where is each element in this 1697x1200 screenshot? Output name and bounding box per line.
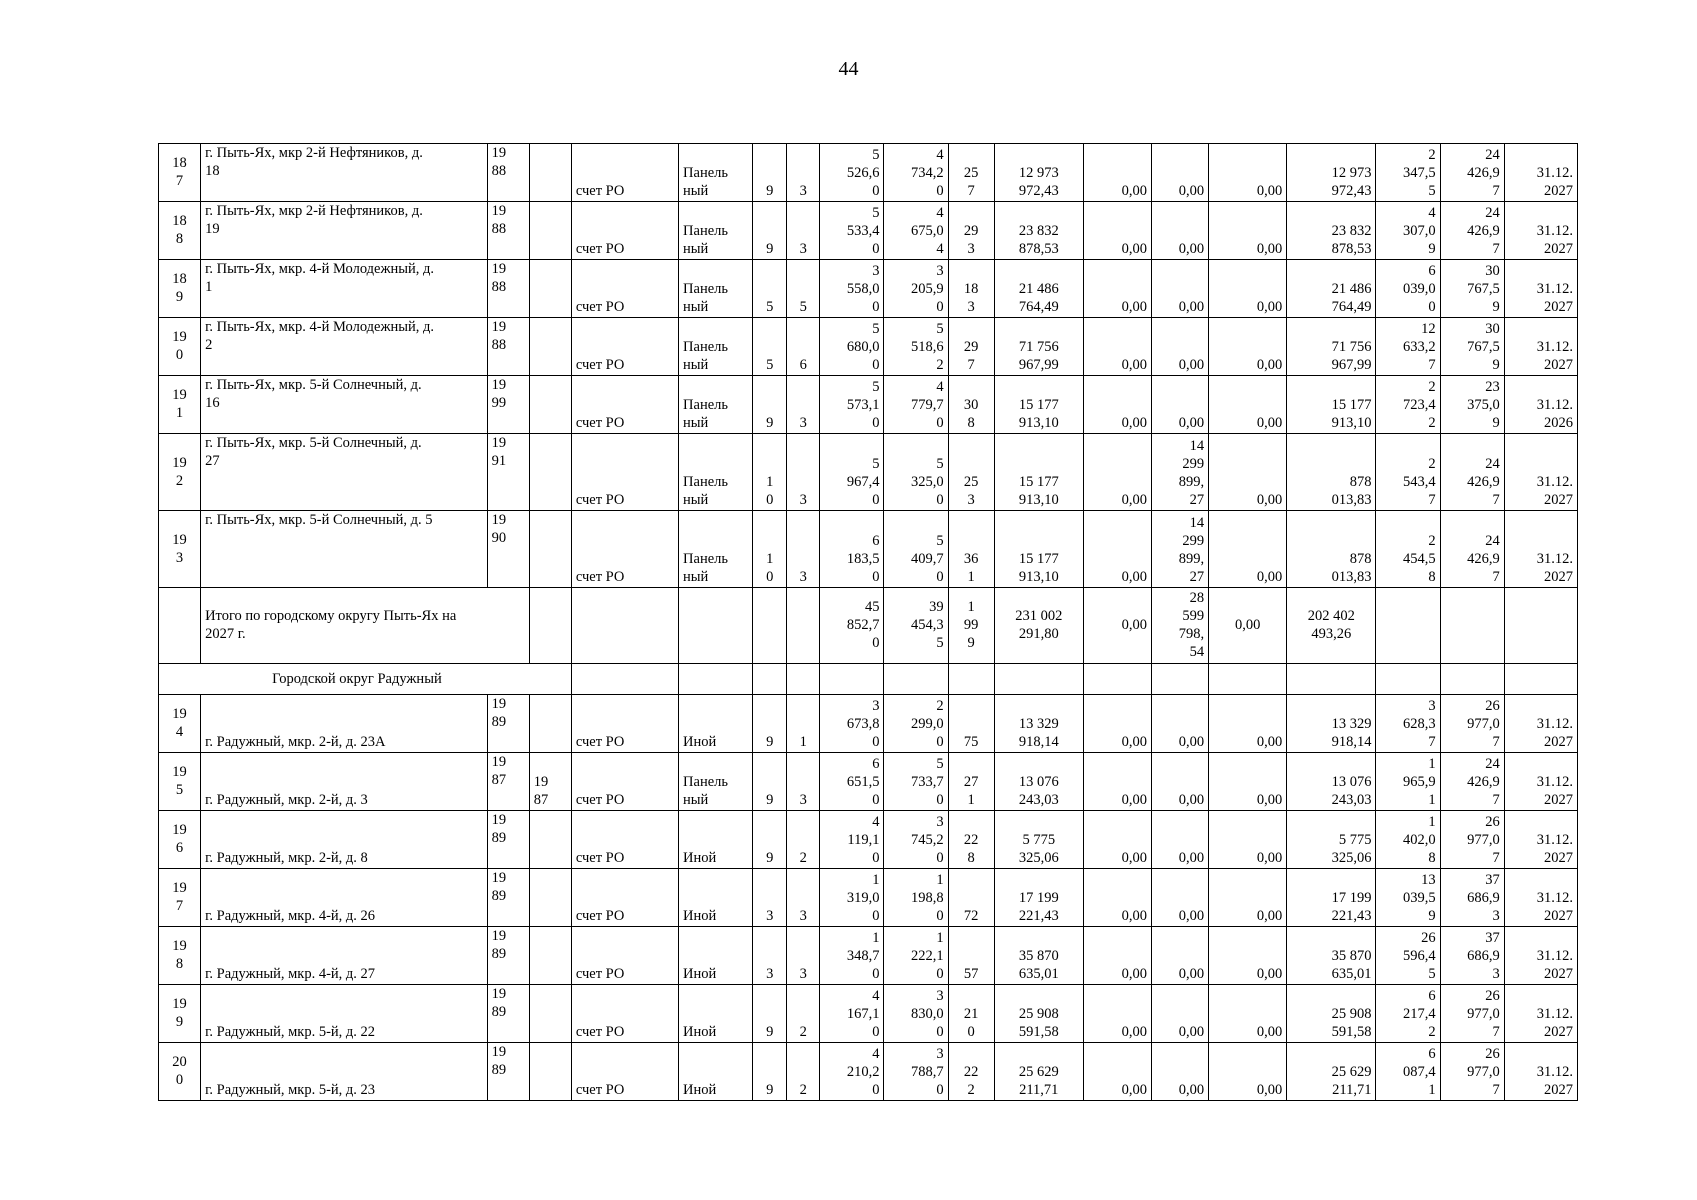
cell-wall-material: Иной xyxy=(679,1043,753,1101)
cell-living-area: 3 745,2 0 xyxy=(884,811,948,869)
cell-living-area: 4 675,0 4 xyxy=(884,202,948,260)
cell-total-cost: 15 177 913,10 xyxy=(994,511,1083,588)
cell-funding-source: счет РО xyxy=(571,1043,678,1101)
cell-address: г. Радужный, мкр. 2-й, д. 8 xyxy=(201,811,488,869)
cell-total-area: 5 526,6 0 xyxy=(820,144,884,202)
cell-floors: 1 0 xyxy=(753,511,787,588)
table-row xyxy=(159,376,1578,434)
cell-completion-date: 31.12. 2027 xyxy=(1504,202,1577,260)
total-cost: 231 002 291,80 xyxy=(994,588,1083,664)
cell-cost-owners: 13 329 918,14 xyxy=(1287,695,1376,753)
cell-cost-budget: 14 299 899, 27 xyxy=(1152,434,1209,511)
cell-cost-municipal: 0,00 xyxy=(1209,695,1287,753)
table-row xyxy=(159,695,1578,753)
cell-floors: 5 xyxy=(753,260,787,318)
cell-funding-source: счет РО xyxy=(571,376,678,434)
cell-total-cost: 15 177 913,10 xyxy=(994,376,1083,434)
cell-address: г. Пыть-Ях, мкр 2-й Нефтяников, д. 19 xyxy=(201,202,488,260)
cell-cost-fund: 0,00 xyxy=(1083,434,1151,511)
cell-completion-date: 31.12. 2027 xyxy=(1504,927,1577,985)
cell-residents: 25 3 xyxy=(948,434,994,511)
cell-cost-budget: 0,00 xyxy=(1152,985,1209,1043)
cell-entrances: 3 xyxy=(787,202,820,260)
cell-funding-source: счет РО xyxy=(571,753,678,811)
cell-cost-owners: 23 832 878,53 xyxy=(1287,202,1376,260)
cell-row-number: 19 1 xyxy=(159,376,201,434)
cell-completion-date: 31.12. 2027 xyxy=(1504,869,1577,927)
table-row xyxy=(159,1043,1578,1101)
cell-cost-municipal: 0,00 xyxy=(1209,511,1287,588)
cell-residents: 25 7 xyxy=(948,144,994,202)
cell-total-area: 6 183,5 0 xyxy=(820,511,884,588)
cell-cost-fund: 0,00 xyxy=(1083,695,1151,753)
cell-unit-cost: 2 347,5 5 xyxy=(1376,144,1440,202)
cell-year-built: 19 88 xyxy=(487,144,529,202)
cell-wall-material: Панель ный xyxy=(679,318,753,376)
cell-residents: 27 1 xyxy=(948,753,994,811)
cell-entrances: 2 xyxy=(787,811,820,869)
cell-wall-material: Иной xyxy=(679,695,753,753)
cell-total-area: 4 210,2 0 xyxy=(820,1043,884,1101)
cell-total-cost: 12 973 972,43 xyxy=(994,144,1083,202)
cell-completion-date: 31.12. 2027 xyxy=(1504,511,1577,588)
cell-cost-fund: 0,00 xyxy=(1083,260,1151,318)
total-c2: 28 599 798, 54 xyxy=(1152,588,1209,664)
cell-cost-owners: 25 908 591,58 xyxy=(1287,985,1376,1043)
cell-address: г. Радужный, мкр. 2-й, д. 23А xyxy=(201,695,488,753)
total-row xyxy=(159,588,1578,664)
cell-unit-cost: 6 217,4 2 xyxy=(1376,985,1440,1043)
cell-cost-owners: 17 199 221,43 xyxy=(1287,869,1376,927)
cell-cost-budget: 0,00 xyxy=(1152,927,1209,985)
cell-row-number: 19 5 xyxy=(159,753,201,811)
cell-living-area: 1 222,1 0 xyxy=(884,927,948,985)
cell-cost-municipal: 0,00 xyxy=(1209,869,1287,927)
cell-address: г. Пыть-Ях, мкр 2-й Нефтяников, д. 18 xyxy=(201,144,488,202)
cell-total-cost: 71 756 967,99 xyxy=(994,318,1083,376)
cell-floors: 9 xyxy=(753,376,787,434)
cell-address: г. Радужный, мкр. 5-й, д. 22 xyxy=(201,985,488,1043)
cell-residents: 22 2 xyxy=(948,1043,994,1101)
cell-total-cost: 13 076 243,03 xyxy=(994,753,1083,811)
cell-year-built: 19 88 xyxy=(487,318,529,376)
district-row xyxy=(159,664,1578,695)
cell-funding-source: счет РО xyxy=(571,434,678,511)
cell-unit-limit: 24 426,9 7 xyxy=(1440,144,1504,202)
table-row xyxy=(159,144,1578,202)
table-row xyxy=(159,434,1578,511)
cell-cost-owners: 878 013,83 xyxy=(1287,434,1376,511)
total-area-2: 39 454,3 5 xyxy=(884,588,948,664)
cell-unit-cost: 2 723,4 2 xyxy=(1376,376,1440,434)
cell-entrances: 3 xyxy=(787,753,820,811)
cell-living-area: 3 830,0 0 xyxy=(884,985,948,1043)
cell-funding-source: счет РО xyxy=(571,511,678,588)
cell-address: г. Радужный, мкр. 4-й, д. 27 xyxy=(201,927,488,985)
cell-completion-date: 31.12. 2027 xyxy=(1504,811,1577,869)
table-row xyxy=(159,753,1578,811)
cell-cost-municipal: 0,00 xyxy=(1209,811,1287,869)
cell-total-area: 5 967,4 0 xyxy=(820,434,884,511)
cell-floors: 9 xyxy=(753,144,787,202)
cell-total-area: 4 119,1 0 xyxy=(820,811,884,869)
cell-cost-fund: 0,00 xyxy=(1083,811,1151,869)
cell-cost-owners: 35 870 635,01 xyxy=(1287,927,1376,985)
cell-cost-budget: 0,00 xyxy=(1152,202,1209,260)
cell-year-commissioned: 19 87 xyxy=(529,753,571,811)
cell-cost-budget: 0,00 xyxy=(1152,695,1209,753)
cell-entrances: 3 xyxy=(787,434,820,511)
cell-completion-date: 31.12. 2027 xyxy=(1504,985,1577,1043)
table-row xyxy=(159,811,1578,869)
cell-cost-budget: 0,00 xyxy=(1152,376,1209,434)
table-row xyxy=(159,927,1578,985)
cell-cost-budget: 0,00 xyxy=(1152,753,1209,811)
cell-unit-cost: 1 965,9 1 xyxy=(1376,753,1440,811)
cell-cost-municipal: 0,00 xyxy=(1209,260,1287,318)
cell-unit-cost: 2 454,5 8 xyxy=(1376,511,1440,588)
cell-cost-fund: 0,00 xyxy=(1083,1043,1151,1101)
cell-floors: 3 xyxy=(753,927,787,985)
cell-residents: 75 xyxy=(948,695,994,753)
cell-address: г. Пыть-Ях, мкр. 5-й Солнечный, д. 27 xyxy=(201,434,488,511)
cell-entrances: 3 xyxy=(787,927,820,985)
cell-wall-material: Иной xyxy=(679,869,753,927)
cell-cost-municipal: 0,00 xyxy=(1209,1043,1287,1101)
cell-year-built: 19 89 xyxy=(487,985,529,1043)
cell-entrances: 3 xyxy=(787,869,820,927)
cell-unit-limit: 23 375,0 9 xyxy=(1440,376,1504,434)
cell-total-cost: 21 486 764,49 xyxy=(994,260,1083,318)
cell-year-built: 19 88 xyxy=(487,202,529,260)
cell-address: г. Пыть-Ях, мкр. 4-й Молодежный, д. 2 xyxy=(201,318,488,376)
cell-wall-material: Панель ный xyxy=(679,260,753,318)
cell-address: г. Радужный, мкр. 2-й, д. 3 xyxy=(201,753,488,811)
cell-year-commissioned xyxy=(529,985,571,1043)
cell-year-commissioned xyxy=(529,811,571,869)
cell-cost-fund: 0,00 xyxy=(1083,376,1151,434)
cell-year-commissioned xyxy=(529,202,571,260)
cell-wall-material: Иной xyxy=(679,985,753,1043)
cell-funding-source: счет РО xyxy=(571,927,678,985)
cell-year-commissioned xyxy=(529,869,571,927)
cell-unit-limit: 30 767,5 9 xyxy=(1440,318,1504,376)
cell-year-commissioned xyxy=(529,511,571,588)
cell-cost-fund: 0,00 xyxy=(1083,318,1151,376)
cell-completion-date: 31.12. 2027 xyxy=(1504,434,1577,511)
cell-unit-limit: 37 686,9 3 xyxy=(1440,927,1504,985)
cell-cost-fund: 0,00 xyxy=(1083,202,1151,260)
cell-unit-cost: 3 628,3 7 xyxy=(1376,695,1440,753)
cell-wall-material: Иной xyxy=(679,927,753,985)
cell-total-area: 4 167,1 0 xyxy=(820,985,884,1043)
cell-row-number: 19 8 xyxy=(159,927,201,985)
cell-unit-limit: 24 426,9 7 xyxy=(1440,753,1504,811)
table-row xyxy=(159,260,1578,318)
cell-living-area: 5 409,7 0 xyxy=(884,511,948,588)
cell-unit-cost: 6 039,0 0 xyxy=(1376,260,1440,318)
cell-floors: 9 xyxy=(753,202,787,260)
cell-wall-material: Панель ный xyxy=(679,511,753,588)
cell-wall-material: Панель ный xyxy=(679,144,753,202)
cell-row-number: 19 2 xyxy=(159,434,201,511)
cell-funding-source: счет РО xyxy=(571,985,678,1043)
cell-year-built: 19 89 xyxy=(487,1043,529,1101)
cell-wall-material: Панель ный xyxy=(679,753,753,811)
cell-cost-owners: 15 177 913,10 xyxy=(1287,376,1376,434)
total-people: 1 99 9 xyxy=(948,588,994,664)
cell-floors: 3 xyxy=(753,869,787,927)
cell-year-built: 19 88 xyxy=(487,260,529,318)
cell-funding-source: счет РО xyxy=(571,144,678,202)
cell-row-number: 19 3 xyxy=(159,511,201,588)
cell-year-commissioned xyxy=(529,434,571,511)
cell-cost-municipal: 0,00 xyxy=(1209,753,1287,811)
cell-total-area: 6 651,5 0 xyxy=(820,753,884,811)
cell-funding-source: счет РО xyxy=(571,869,678,927)
cell-cost-fund: 0,00 xyxy=(1083,144,1151,202)
cell-living-area: 1 198,8 0 xyxy=(884,869,948,927)
cell-year-built: 19 89 xyxy=(487,811,529,869)
cell-unit-limit: 26 977,0 7 xyxy=(1440,811,1504,869)
cell-residents: 29 3 xyxy=(948,202,994,260)
cell-address: г. Радужный, мкр. 5-й, д. 23 xyxy=(201,1043,488,1101)
cell-funding-source: счет РО xyxy=(571,318,678,376)
cell-total-area: 5 573,1 0 xyxy=(820,376,884,434)
table-row xyxy=(159,985,1578,1043)
housing-registry-table xyxy=(158,143,1578,1101)
cell-wall-material: Панель ный xyxy=(679,376,753,434)
cell-total-cost: 15 177 913,10 xyxy=(994,434,1083,511)
cell-unit-limit: 30 767,5 9 xyxy=(1440,260,1504,318)
cell-cost-fund: 0,00 xyxy=(1083,985,1151,1043)
cell-total-cost: 25 908 591,58 xyxy=(994,985,1083,1043)
cell-year-built: 19 87 xyxy=(487,753,529,811)
page-number: 44 xyxy=(838,58,859,80)
cell-unit-limit: 26 977,0 7 xyxy=(1440,985,1504,1043)
cell-year-built: 19 90 xyxy=(487,511,529,588)
cell-wall-material: Панель ный xyxy=(679,434,753,511)
cell-address: г. Радужный, мкр. 4-й, д. 26 xyxy=(201,869,488,927)
total-c1: 0,00 xyxy=(1083,588,1151,664)
cell-residents: 18 3 xyxy=(948,260,994,318)
cell-cost-budget: 14 299 899, 27 xyxy=(1152,511,1209,588)
table-row xyxy=(159,318,1578,376)
cell-cost-budget: 0,00 xyxy=(1152,144,1209,202)
cell-unit-cost: 4 307,0 9 xyxy=(1376,202,1440,260)
cell-row-number: 19 6 xyxy=(159,811,201,869)
table-row xyxy=(159,202,1578,260)
cell-unit-limit: 24 426,9 7 xyxy=(1440,434,1504,511)
cell-cost-fund: 0,00 xyxy=(1083,869,1151,927)
cell-unit-cost: 13 039,5 9 xyxy=(1376,869,1440,927)
table-row xyxy=(159,511,1578,588)
cell-cost-fund: 0,00 xyxy=(1083,927,1151,985)
cell-cost-budget: 0,00 xyxy=(1152,1043,1209,1101)
cell-entrances: 2 xyxy=(787,985,820,1043)
cell-total-cost: 35 870 635,01 xyxy=(994,927,1083,985)
cell-floors: 9 xyxy=(753,811,787,869)
cell-unit-limit: 24 426,9 7 xyxy=(1440,202,1504,260)
cell-cost-municipal: 0,00 xyxy=(1209,318,1287,376)
cell-total-area: 1 348,7 0 xyxy=(820,927,884,985)
cell-residents: 29 7 xyxy=(948,318,994,376)
cell-entrances: 1 xyxy=(787,695,820,753)
cell-total-cost: 5 775 325,06 xyxy=(994,811,1083,869)
cell-total-area: 3 558,0 0 xyxy=(820,260,884,318)
cell-row-number: 18 9 xyxy=(159,260,201,318)
cell-row-number: 19 7 xyxy=(159,869,201,927)
cell-residents: 57 xyxy=(948,927,994,985)
cell-funding-source: счет РО xyxy=(571,811,678,869)
cell-unit-cost: 26 596,4 5 xyxy=(1376,927,1440,985)
cell-cost-owners: 71 756 967,99 xyxy=(1287,318,1376,376)
cell-year-commissioned xyxy=(529,376,571,434)
cell-year-commissioned xyxy=(529,1043,571,1101)
cell-row-number: 19 4 xyxy=(159,695,201,753)
cell-cost-owners: 25 629 211,71 xyxy=(1287,1043,1376,1101)
cell-year-commissioned xyxy=(529,260,571,318)
cell-row-number: 18 7 xyxy=(159,144,201,202)
cell-unit-limit: 26 977,0 7 xyxy=(1440,695,1504,753)
cell-total-area: 3 673,8 0 xyxy=(820,695,884,753)
cell-completion-date: 31.12. 2027 xyxy=(1504,753,1577,811)
cell-wall-material: Панель ный xyxy=(679,202,753,260)
cell-unit-cost: 12 633,2 7 xyxy=(1376,318,1440,376)
cell-funding-source: счет РО xyxy=(571,260,678,318)
cell-residents: 30 8 xyxy=(948,376,994,434)
cell-cost-municipal: 0,00 xyxy=(1209,985,1287,1043)
cell-cost-municipal: 0,00 xyxy=(1209,927,1287,985)
cell-unit-limit: 26 977,0 7 xyxy=(1440,1043,1504,1101)
cell-living-area: 5 518,6 2 xyxy=(884,318,948,376)
total-label: Итого по городскому округу Пыть-Ях на 2027 г. xyxy=(201,588,530,664)
total-c3: 0,00 xyxy=(1209,588,1287,664)
cell-address: г. Пыть-Ях, мкр. 5-й Солнечный, д. 16 xyxy=(201,376,488,434)
cell-total-area: 1 319,0 0 xyxy=(820,869,884,927)
cell-year-commissioned xyxy=(529,927,571,985)
cell-unit-cost: 1 402,0 8 xyxy=(1376,811,1440,869)
cell-row-number: 19 9 xyxy=(159,985,201,1043)
cell-year-commissioned xyxy=(529,318,571,376)
cell-address: г. Пыть-Ях, мкр. 4-й Молодежный, д. 1 xyxy=(201,260,488,318)
cell-total-cost: 25 629 211,71 xyxy=(994,1043,1083,1101)
cell-year-commissioned xyxy=(529,695,571,753)
cell-unit-limit: 37 686,9 3 xyxy=(1440,869,1504,927)
cell-total-area: 5 533,4 0 xyxy=(820,202,884,260)
cell-floors: 5 xyxy=(753,318,787,376)
cell-living-area: 3 205,9 0 xyxy=(884,260,948,318)
total-area-1: 45 852,7 0 xyxy=(820,588,884,664)
cell-cost-owners: 12 973 972,43 xyxy=(1287,144,1376,202)
cell-unit-cost: 6 087,4 1 xyxy=(1376,1043,1440,1101)
cell-year-built: 19 89 xyxy=(487,869,529,927)
cell-completion-date: 31.12. 2026 xyxy=(1504,376,1577,434)
cell-entrances: 5 xyxy=(787,260,820,318)
cell-wall-material: Иной xyxy=(679,811,753,869)
cell-year-commissioned xyxy=(529,144,571,202)
cell-total-area: 5 680,0 0 xyxy=(820,318,884,376)
cell-entrances: 3 xyxy=(787,376,820,434)
cell-completion-date: 31.12. 2027 xyxy=(1504,695,1577,753)
cell-entrances: 3 xyxy=(787,144,820,202)
cell-row-number: 18 8 xyxy=(159,202,201,260)
cell-cost-municipal: 0,00 xyxy=(1209,144,1287,202)
cell-total-cost: 23 832 878,53 xyxy=(994,202,1083,260)
cell-funding-source: счет РО xyxy=(571,695,678,753)
cell-cost-fund: 0,00 xyxy=(1083,753,1151,811)
cell-cost-owners: 13 076 243,03 xyxy=(1287,753,1376,811)
cell-total-cost: 13 329 918,14 xyxy=(994,695,1083,753)
cell-entrances: 3 xyxy=(787,511,820,588)
cell-cost-municipal: 0,00 xyxy=(1209,434,1287,511)
cell-floors: 9 xyxy=(753,753,787,811)
cell-cost-fund: 0,00 xyxy=(1083,511,1151,588)
cell-living-area: 4 734,2 0 xyxy=(884,144,948,202)
cell-entrances: 6 xyxy=(787,318,820,376)
cell-row-number: 20 0 xyxy=(159,1043,201,1101)
cell-unit-cost: 2 543,4 7 xyxy=(1376,434,1440,511)
cell-cost-budget: 0,00 xyxy=(1152,869,1209,927)
cell-residents: 72 xyxy=(948,869,994,927)
cell-unit-limit: 24 426,9 7 xyxy=(1440,511,1504,588)
cell-living-area: 4 779,7 0 xyxy=(884,376,948,434)
cell-total-cost: 17 199 221,43 xyxy=(994,869,1083,927)
cell-living-area: 3 788,7 0 xyxy=(884,1043,948,1101)
cell-cost-budget: 0,00 xyxy=(1152,318,1209,376)
cell-cost-budget: 0,00 xyxy=(1152,811,1209,869)
cell-cost-owners: 21 486 764,49 xyxy=(1287,260,1376,318)
cell-floors: 9 xyxy=(753,985,787,1043)
cell-cost-budget: 0,00 xyxy=(1152,260,1209,318)
cell-floors: 1 0 xyxy=(753,434,787,511)
cell-year-built: 19 89 xyxy=(487,695,529,753)
cell-living-area: 5 325,0 0 xyxy=(884,434,948,511)
cell-residents: 36 1 xyxy=(948,511,994,588)
cell-completion-date: 31.12. 2027 xyxy=(1504,260,1577,318)
cell-cost-municipal: 0,00 xyxy=(1209,376,1287,434)
total-c4: 202 402 493,26 xyxy=(1287,588,1376,664)
cell-year-built: 19 89 xyxy=(487,927,529,985)
cell-cost-municipal: 0,00 xyxy=(1209,202,1287,260)
cell-year-built: 19 99 xyxy=(487,376,529,434)
table-row xyxy=(159,869,1578,927)
cell-year-built: 19 91 xyxy=(487,434,529,511)
cell-cost-owners: 5 775 325,06 xyxy=(1287,811,1376,869)
cell-entrances: 2 xyxy=(787,1043,820,1101)
cell-living-area: 5 733,7 0 xyxy=(884,753,948,811)
cell-residents: 21 0 xyxy=(948,985,994,1043)
cell-cost-owners: 878 013,83 xyxy=(1287,511,1376,588)
cell-residents: 22 8 xyxy=(948,811,994,869)
cell-living-area: 2 299,0 0 xyxy=(884,695,948,753)
cell-floors: 9 xyxy=(753,695,787,753)
cell-completion-date: 31.12. 2027 xyxy=(1504,144,1577,202)
cell-completion-date: 31.12. 2027 xyxy=(1504,1043,1577,1101)
cell-floors: 9 xyxy=(753,1043,787,1101)
cell-row-number: 19 0 xyxy=(159,318,201,376)
cell-funding-source: счет РО xyxy=(571,202,678,260)
cell-address: г. Пыть-Ях, мкр. 5-й Солнечный, д. 5 xyxy=(201,511,488,588)
cell-completion-date: 31.12. 2027 xyxy=(1504,318,1577,376)
district-name: Городской округ Радужный xyxy=(159,664,572,695)
